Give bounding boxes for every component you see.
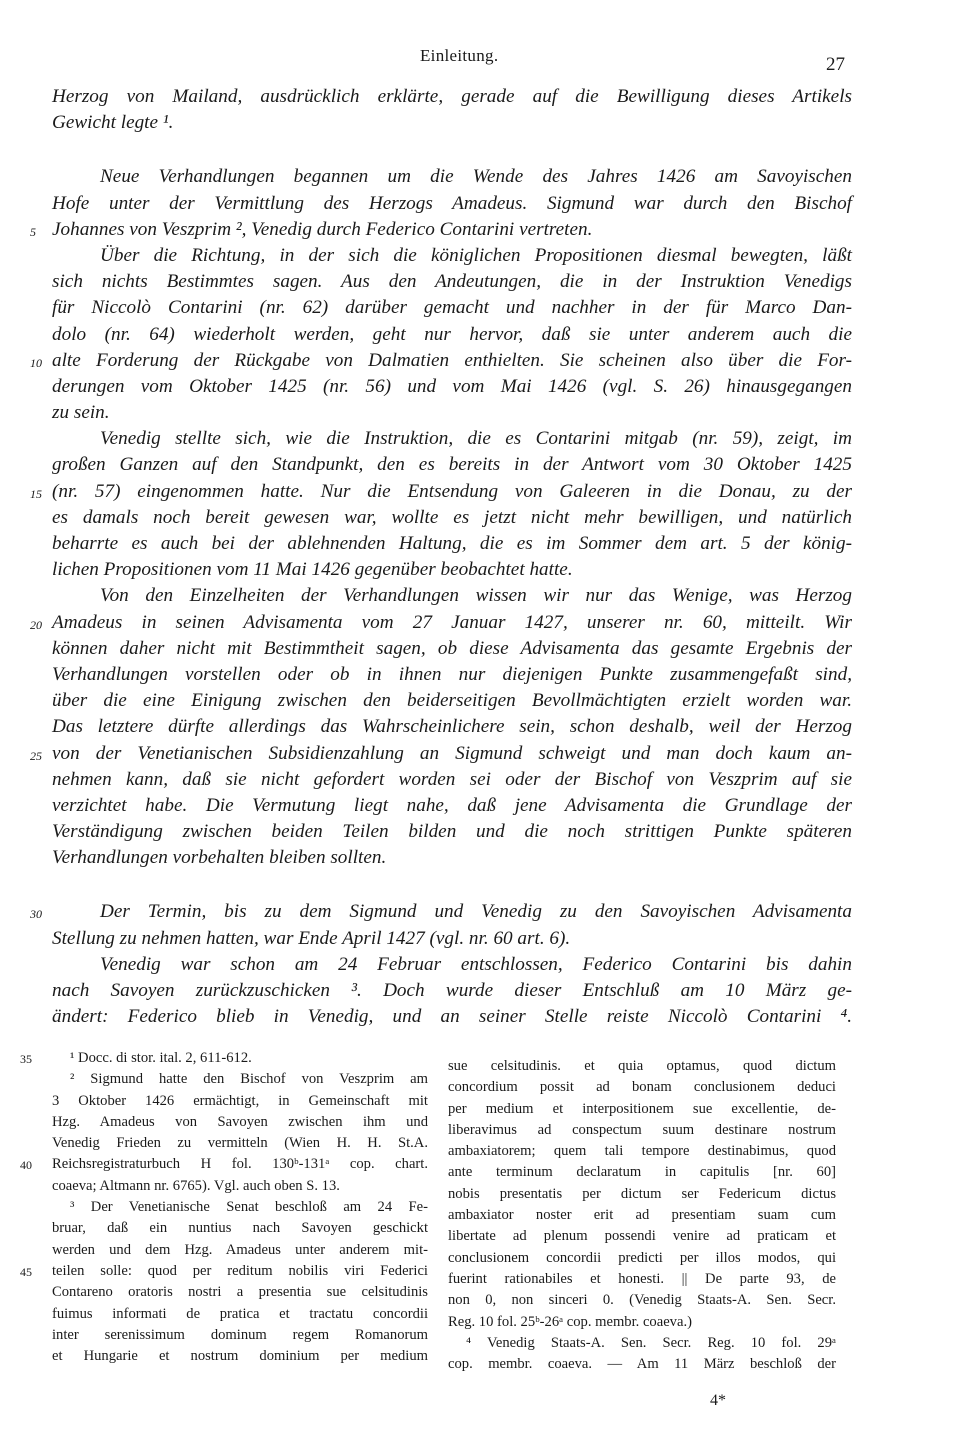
body-line: [52, 636, 852, 662]
line-number: 10: [30, 355, 42, 370]
body-line-text: von der Venetianischen Subsidienzahlung an Sigmund schweigt und man doch kaum an-: [52, 742, 852, 764]
fn-right-line-text: nobis presentatis per dictum ser Federicum dictus: [448, 1185, 836, 1202]
fn-left-line: [20, 1048, 428, 1069]
body-line: [52, 714, 852, 740]
fn-right-line-text: fuerint rationabiles et honesti. || De parte 93, de: [448, 1270, 836, 1287]
line-number: 30: [30, 907, 42, 922]
body-line-text: Amadeus in seinen Advisamenta vom 27 Januar 1427, unserer nr. 60, mitteilt. Wir: [52, 611, 852, 633]
fn-right-line-text: liberavimus ad conspectum suum destinare nostrum: [448, 1121, 836, 1138]
body-line: [52, 191, 852, 217]
body-line-text: Venedig stellte sich, wie die Instruktion, die es Contarini mitgab (nr. 59), zeigt, im: [100, 428, 852, 450]
fn-right-line: [448, 1290, 836, 1311]
body-line: [30, 348, 852, 374]
fn-right-line: [448, 1099, 836, 1120]
paragraph-gap: [0, 871, 960, 899]
fn-right-line: [448, 1333, 836, 1354]
body-line: [52, 84, 852, 110]
fn-left-line: [52, 1282, 428, 1303]
body-line-text: Das letztere dürfte allerdings das Wahrscheinlichere sein, schon deshalb, weil der Herzog: [52, 716, 852, 738]
body-line-text: Herzog von Mailand, ausdrücklich erklärte, gerade auf die Bewilligung dieses Artikels: [52, 86, 852, 107]
body-line-text: (nr. 57) eingenommen hatte. Nur die Entsendung von Galeeren in die Donau, zu der: [52, 480, 852, 502]
fn-right-line: [448, 1269, 836, 1290]
fn-left-line-text: Reichsregistraturbuch H fol. 130ᵇ-131ᵃ cop. chart.: [52, 1156, 428, 1173]
fn-right-line: [448, 1354, 836, 1375]
body-line: [30, 479, 852, 505]
fn-left-line-text: bruar, daß ein nuntius nach Savoyen geschickt: [52, 1220, 428, 1237]
fn-left-line: [52, 1176, 428, 1197]
fn-left-line: [52, 1133, 428, 1154]
body-text: [0, 84, 960, 1030]
body-line-text: derungen vom Oktober 1425 (nr. 56) und vom Mai 1426 (vgl. S. 26) hinausgegangen: [52, 375, 852, 397]
fn-left-line-text: werden und dem Hzg. Amadeus unter anderem mit-: [52, 1241, 428, 1258]
footnotes-left-column: [20, 1048, 428, 1367]
body-line: [52, 531, 852, 557]
fn-right-line: [448, 1141, 836, 1162]
body-line-text: lichen Propositionen vom 11 Mai 1426 gegenüber beobachtet hatte.: [52, 559, 573, 581]
fn-left-line-text: Contareno oratoris nostri a presentia sue celsitudinis: [52, 1284, 428, 1301]
body-line: [52, 400, 852, 426]
fn-right-line-text: concordium possit ad bonam conclusionem deduci: [448, 1079, 836, 1096]
line-number: 40: [20, 1158, 32, 1173]
fn-left-line: [20, 1261, 428, 1282]
fn-left-line-text: fuimus informati de pratica et tractatu concordii: [52, 1305, 428, 1322]
fn-left-line: [52, 1069, 428, 1090]
body-line: [52, 243, 852, 269]
fn-right-line-text: conclusionem concordii predicti per illos modos, qui: [448, 1249, 836, 1266]
fn-right-line: [448, 1248, 836, 1269]
body-line: [30, 217, 852, 243]
body-line: [52, 793, 852, 819]
body-line: [52, 1004, 852, 1030]
fn-left-line-text: Hzg. Amadeus von Savoyen zwischen ihm und: [52, 1113, 428, 1130]
body-line: [52, 295, 852, 321]
body-line: [52, 767, 852, 793]
fn-right-line: [448, 1312, 836, 1333]
fn-right-line-text: Reg. 10 fol. 25ᵇ-26ᵃ cop. membr. coaeva.): [448, 1313, 692, 1330]
fn-left-line: [52, 1240, 428, 1261]
fn-right-line-text: non 0, non sinceri 0. (Venedig Staats-A. Sen. Secr.: [448, 1292, 836, 1309]
fn-left-line: [52, 1197, 428, 1218]
body-line-text: nach Savoyen zurückzuschicken ³. Doch wurde dieser Entschluß am 10 März ge-: [52, 980, 852, 1001]
body-line-text: es damals noch bereit gewesen war, wollte es jetzt nicht mehr bewilligen, und natürlich: [52, 506, 852, 528]
line-number: 45: [20, 1264, 32, 1279]
body-line-text: Über die Richtung, in der sich die königlichen Propositionen diesmal bewegten, läßt: [100, 244, 852, 266]
fn-right-line-text: per medium et interpositionem sue excellentie, de-: [448, 1100, 836, 1117]
body-line: [52, 322, 852, 348]
running-head: Einleitung.: [420, 46, 499, 65]
body-line-text: Johannes von Veszprim ², Venedig durch Federico Contarini vertreten.: [52, 218, 593, 240]
fn-left-line: [52, 1218, 428, 1239]
body-line: [52, 452, 852, 478]
footnotes: [0, 1048, 960, 1408]
body-line-text: verzichtet habe. Die Vermutung liegt nahe, daß jene Advisamenta die Grundlage der: [52, 794, 852, 816]
fn-right-line: [448, 1077, 836, 1098]
fn-right-line-text: ⁴ Venedig Staats-A. Sen. Secr. Reg. 10 fol. 29ᵃ: [466, 1334, 836, 1351]
body-line-text: über die eine Einigung zwischen den beiderseitigen Bevollmächtigten erzielt worden war.: [52, 690, 852, 712]
fn-left-line-text: Venedig Frieden zu vermitteln (Wien H. H. St.A.: [52, 1135, 428, 1152]
body-line-text: Von den Einzelheiten der Verhandlungen wissen wir nur das Wenige, was Herzog: [100, 585, 852, 607]
body-line-text: Verhandlungen vorstellen oder ob in ihnen nur diejenigen Punkte zusammengefaßt sind,: [52, 663, 852, 685]
body-line-text: Gewicht legte ¹.: [52, 112, 174, 134]
body-line-text: großen Ganzen auf den Standpunkt, den es bereits in der Antwort vom 30 Oktober 1425: [52, 454, 852, 476]
fn-right-line: [448, 1162, 836, 1183]
page-header: [0, 42, 960, 75]
line-number: 5: [30, 224, 36, 239]
body-line-text: sich nichts Bestimmtes sagen. Aus den Andeutungen, die in der Instruktion Venedigs: [52, 271, 852, 293]
body-line: [52, 662, 852, 688]
fn-right-line-text: cop. membr. coaeva. — Am 11 März beschloß der: [448, 1356, 836, 1373]
fn-left-line-text: inter serenissimum dominum regem Romanorum: [52, 1326, 428, 1343]
body-line: [52, 952, 852, 978]
body-line: [30, 610, 852, 636]
fn-left-line-text: ³ Der Venetianische Senat beschloß am 24 Fe-: [70, 1199, 428, 1216]
body-line-text: zu sein.: [52, 402, 110, 424]
body-line-text: Hofe unter der Vermittlung des Herzogs Amadeus. Sigmund war durch den Bischof: [52, 192, 852, 214]
fn-left-line-text: et Hungarie et nostrum dominium per medium: [52, 1348, 428, 1365]
body-line-text: dolo (nr. 64) wiederholt werden, geht nur hervor, daß sie unter anderem auch die: [52, 323, 852, 345]
body-line: [52, 583, 852, 609]
fn-left-line: [52, 1112, 428, 1133]
fn-left-line: [20, 1154, 428, 1175]
fn-right-line: [448, 1184, 836, 1205]
body-line: [30, 741, 852, 767]
fn-left-line-text: ² Sigmund hatte den Bischof von Veszprim am: [70, 1071, 428, 1088]
body-line-text: nehmen kann, daß sie nicht gefordert worden sei oder der Bischof von Veszprim auf sie: [52, 768, 852, 790]
fn-left-line-text: coaeva; Altmann nr. 6765). Vgl. auch oben S. 13.: [52, 1177, 340, 1194]
body-line-text: Verständigung zwischen beiden Teilen bilden und die noch strittigen Punkte späteren: [52, 821, 852, 843]
fn-left-line: [52, 1091, 428, 1112]
signature-mark: 4*: [710, 1392, 726, 1409]
line-number: 20: [30, 617, 42, 632]
line-number: 15: [30, 486, 42, 501]
body-line: [52, 269, 852, 295]
fn-right-line-text: libertate ad plenum possendi venire ad praticam et: [448, 1228, 836, 1245]
fn-left-line-text: teilen solle: quod per reditum nobilis viri Federici: [52, 1262, 428, 1279]
body-line: [52, 819, 852, 845]
fn-right-line-text: sue celsitudinis. et quia optamus, quod dictum: [448, 1058, 836, 1074]
body-line: [52, 426, 852, 452]
paragraph-gap: [0, 136, 960, 164]
body-line-text: ändert: Federico blieb in Venedig, und an seiner Stelle reiste Niccolò Contarini ⁴.: [52, 1006, 852, 1028]
line-number: 25: [30, 748, 42, 763]
fn-right-line: [448, 1205, 836, 1226]
body-line-text: beharrte es auch bei der ablehnenden Haltung, die es im Sommer dem art. 5 der könig-: [52, 533, 852, 554]
body-line: [52, 926, 852, 952]
body-line-text: Der Termin, bis zu dem Sigmund und Venedig zu den Savoyischen Advisamenta: [100, 901, 852, 923]
fn-right-line: [448, 1120, 836, 1141]
body-line: [52, 557, 852, 583]
fn-left-line: [52, 1325, 428, 1346]
body-line: [30, 899, 852, 925]
body-line: [52, 688, 852, 714]
body-line-text: Stellung zu nehmen hatten, war Ende April 1427 (vgl. nr. 60 art. 6).: [52, 927, 571, 949]
footnotes-right-column: [448, 1056, 836, 1375]
body-line-text: für Niccolò Contarini (nr. 62) darüber gemacht und nachher in der für Marco Dan-: [52, 297, 852, 319]
fn-right-line-text: ambaxiator noster erit ad presentiam suam cum: [448, 1207, 836, 1224]
fn-right-line: [448, 1056, 836, 1077]
body-line: [52, 505, 852, 531]
fn-left-line: [52, 1304, 428, 1325]
fn-left-line: [52, 1346, 428, 1367]
body-line-text: Verhandlungen vorbehalten bleiben sollten.: [52, 847, 387, 869]
fn-left-line-text: 3 Oktober 1426 ermächtigt, in Gemeinschaft mit: [52, 1092, 428, 1109]
fn-right-line-text: ambaxiatorem; quem tali tempore destinabimus, quod: [448, 1143, 836, 1160]
body-line: [52, 164, 852, 190]
line-number: 35: [20, 1052, 32, 1066]
body-line-text: Neue Verhandlungen begannen um die Wende des Jahres 1426 am Savoyischen: [100, 166, 852, 188]
body-line: [52, 845, 852, 871]
body-line: [52, 110, 852, 136]
body-line: [52, 978, 852, 1004]
body-line-text: können daher nicht mit Bestimmtheit sagen, ob diese Advisamenta das gesamte Ergebnis der: [52, 637, 852, 659]
body-line-text: alte Forderung der Rückgabe von Dalmatien enthielten. Sie scheinen also über die For-: [52, 349, 852, 371]
body-line: [52, 374, 852, 400]
fn-right-line: [448, 1226, 836, 1247]
page-number: 27: [826, 54, 845, 75]
body-line-text: Venedig war schon am 24 Februar entschlossen, Federico Contarini bis dahin: [100, 953, 852, 975]
fn-right-line-text: ante terminum declaratum in capitulis [nr. 60]: [448, 1164, 836, 1181]
fn-left-line-text: ¹ Docc. di stor. ital. 2, 611-612.: [70, 1050, 252, 1066]
